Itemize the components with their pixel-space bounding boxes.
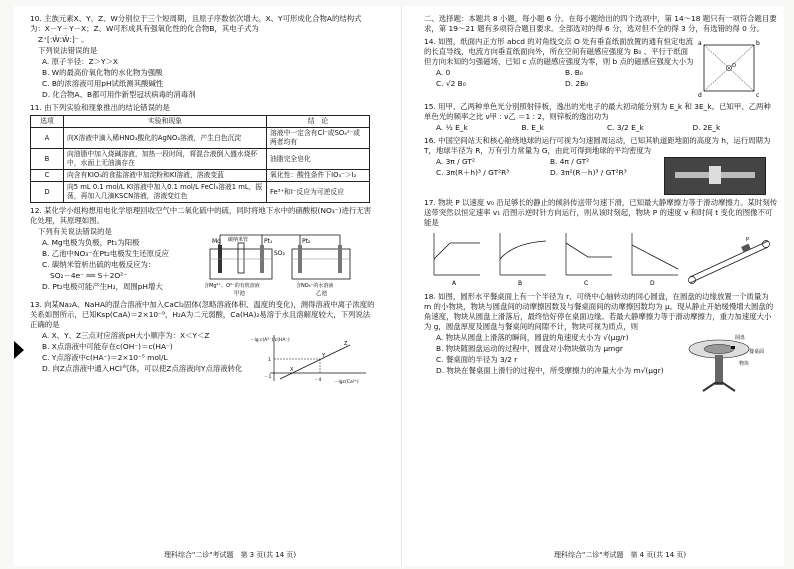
label-cell1-solution: 含Mg²⁺、O²⁻的有机溶液 [204, 283, 260, 289]
electrochemical-cell-diagram [200, 227, 370, 297]
vertex-a: a [698, 40, 702, 47]
q10-formula: Z⁺[:Ẅ:Ẅ:]⁻ 。 [38, 35, 89, 44]
graph-d [632, 233, 678, 287]
label-mg: Mg [212, 238, 221, 245]
tick-1: 1 [268, 358, 271, 363]
label-carbon-tube: 碳纳米管 [228, 237, 249, 243]
vertex-d: d [698, 92, 702, 99]
point-x: X [290, 367, 294, 373]
q15-stem: 15. 用甲、乙两种单色光分别照射锌板，逸出的光电子的最大初动能分别为 E_k 和 3E_k。已知甲、乙两种单色光的频率之比 ν甲 : ν乙 ＝1 : 2，则锌板的逸出功为 [424, 102, 771, 121]
svg-text:C: C [584, 280, 589, 287]
tick-m1: －1 [264, 375, 272, 380]
block-p-label: P [746, 237, 750, 243]
q10-option-c: C. B的浓溶液可用pH试纸测其酸碱性 [42, 79, 164, 88]
question-18: 18. 如图，圆形水平餐桌面上有一个半径为 r、可绕中心轴转动的同心圆盘，在圆盘的边缘放置一个质量为 m 的小物块，物块与圆盘间的动摩擦因数及与餐桌面间的动摩擦因数均为 μ。现从静止开始缓慢增大圆盘的角速度，物块从圆盘上滑落后，最终恰好停在桌面边缘。若最大静摩擦力等于滑动摩擦力，重力加速度大小为 g，圆盘厚度及圆盘与餐桌间的间隙不计，物块可视为质点，则 A. 物块从圆盘上滑落的瞬间，圆盘的角速度大小为 √(μg/r) B. 物块随圆盘运动的过程中，圆盘对小物块做功为 μmgr C. 餐桌面的半径为 3/2 r D. 物块在餐桌面上滑行的过程中，所受摩擦力的冲量大小为 m√(μgr) 圆盘 餐桌面 物块 [424, 292, 778, 395]
left-page [30, 14, 376, 542]
point-y: Y [322, 353, 326, 359]
question-11 [30, 103, 376, 203]
q11-stem: 11. 由下列实验和现象推出的结论错误的是 [30, 103, 170, 112]
label-disk: 圆盘 [735, 335, 746, 341]
square-magnetic-field-diagram [694, 37, 764, 99]
svg-text:A: A [452, 280, 457, 287]
table-row: B 向油脂中加入烧碱溶液，加热一段时间，将混合液倒入盛水烧杯中，水面上无油滴存在 油脂完全皂化 [31, 149, 370, 170]
q10-intro: 下列说法错误的是 [38, 46, 98, 55]
tick-m4: －4 [314, 378, 322, 383]
svg-text:B: B [518, 280, 523, 287]
ion-concentration-graph [250, 331, 370, 389]
q10-stem: 10. 主族元素X、Y、Z、W分别位于三个短周期，且原子序数依次增大。X、Y可形成化合物A的结构式为：X－Y－Y－X；Z、W可形成具有强氧化性的化合物B，其电子式为 [30, 14, 362, 33]
table-header-option: 选项 [31, 116, 64, 128]
axis-y-label: －lg c(A²⁻)/c(HA⁻) [250, 338, 290, 343]
q12-intro: 下列有关说法错误的是 [38, 227, 112, 236]
vertex-b: b [756, 40, 760, 47]
label-jia: 甲池 [234, 291, 246, 297]
table-header-conclusion: 结 论 [267, 116, 370, 128]
label-pt2: Pt₂ [302, 238, 311, 245]
q11-table [30, 115, 370, 203]
q18-stem: 18. 如图，圆形水平餐桌面上有一个半径为 r、可绕中心轴转动的同心圆盘，在圆盘的边缘放置一个质量为 m 的小物块，物块与圆盘间的动摩擦因数及与餐桌面间的动摩擦因数均为 μ。现从静止开始缓慢增大圆盘的角速度，物块从圆盘上滑落后，最终恰好停在桌面边缘。若最大静摩擦力等于滑动摩擦力，重力加速度大小为 g，圆盘厚度及圆盘与餐桌间的间隙不计，物块可视为质点，则 [424, 292, 774, 331]
q13-stem: 13. 向某Na₂A、NaHA的混合溶液中加入CaCl₂固体(忽略溶液体积、温度的变化)，测得溶液中离子浓度的关系如图所示，已知Ksp(CaA)＝2×10⁻⁹，H₂A为二元弱酸，Ca(HA)₂易溶于水且溶解度较大，下列说法正确的是 [30, 300, 375, 329]
conveyor-belt-diagram [689, 237, 770, 284]
label-yi: 乙池 [316, 291, 328, 297]
q14-stem: 14. 如图，纸面内正方形 abcd 的对角线交点 O 处有垂直纸面放置的通有恒定电流的长直导线，电流方向垂直纸面向外，所在空间有磁感应强度为 B₀ 、平行于纸面但方向未知的匀强磁场，已知 c 点的磁感应强度为零，则 b 点的磁感应强度大小为 [424, 37, 694, 66]
question-17 [424, 198, 778, 289]
question-16: 16. 中国空间站天和核心舱绕地球的运行可视为匀速圆周运动，已知其轨道距地面的高度为 h，运行周期为 T，地球半径为 R，万有引力常量为 G，由此可得到地球的平均密度为 A. 3π / GT² B. 4π / GT² C. 3π(R＋h)³ / GT²R³ D. 3π²(R－h)³ / GT²R³ [424, 136, 778, 195]
center-o: O [732, 63, 736, 69]
question-13: 13. 向某Na₂A、NaHA的混合溶液中加入CaCl₂固体(忽略溶液体积、温度的变化)，测得溶液中离子浓度的关系如图所示，已知Ksp(CaA)＝2×10⁻⁹，H₂A为二元弱酸，Ca(HA)₂易溶于水且溶解度较大，下列说法正确的是 A. X、Y、Z三点对应溶液pH大小顺序为：X＜Y＜Z B. X点溶液中可能存在c(OH⁻)＝c(HA⁻) C. Y点溶液中c(HA⁻)＝2×10⁻⁵ mol/L D. 向Z点溶液中通入HCl气体，可以使Z点溶液向Y点溶液转化 －lg c(A²⁻)/c(HA⁻) －lgc(Ca²⁺) X Y Z 1 －1 －4 [30, 300, 376, 389]
question-15: 15. 用甲、乙两种单色光分别照射锌板，逸出的光电子的最大初动能分别为 E_k 和 3E_k。已知甲、乙两种单色光的频率之比 ν甲 : ν乙 ＝1 : 2，则锌板的逸出功为 A. ½ E_k B. E_k C. 3/2 E_k D. 2E_k [424, 102, 778, 133]
label-cell2-solution: 含NO₃⁻的水溶液 [296, 283, 334, 289]
axis-x-label: －lgc(Ca²⁺) [334, 380, 359, 385]
section-header: 二、选择题：本题共 8 小题，每小题 6 分。在每小题给出的四个选项中，第 14～18 题只有一项符合题目要求，第 19～21 题有多项符合题目要求。全部选对的得 6 分，选对但不全的得 3 分，有选错的得 0 分。 [424, 14, 777, 33]
rotating-table-diagram [679, 333, 774, 395]
table-header-experiment: 实验和现象 [64, 116, 267, 128]
velocity-time-graphs [424, 229, 774, 289]
q10-option-d: D. 化合物A、B都可用作新型冠状病毒的消毒剂 [42, 90, 196, 99]
exam-spread [14, 6, 784, 566]
q16-stem: 16. 中国空间站天和核心舱绕地球的运行可视为匀速圆周运动，已知其轨道距地面的高度为 h，运行周期为 T，地球半径为 R，万有引力常量为 G，由此可得到地球的平均密度为 [424, 136, 771, 155]
page-gutter [401, 6, 402, 566]
point-z: Z [344, 341, 348, 347]
table-row: C 向含有KIO₃的食盐溶液中加淀粉和KI溶液，溶液变蓝 氧化性：酸性条件下IO₃⁻＞I₂ [31, 170, 370, 182]
graph-a [434, 233, 480, 287]
left-page-footer: 理科综合"二诊"考试题 第 3 页(共 14 页) [164, 551, 297, 559]
question-14: 14. 如图，纸面内正方形 abcd 的对角线交点 O 处有垂直纸面放置的通有恒定电流的长直导线，电流方向垂直纸面向外，所在空间有磁感应强度为 B₀ 、平行于纸面但方向未知的匀强磁场，已知 c 点的磁感应强度为零，则 b 点的磁感应强度大小为 A. 0 B. B₀ C. √2 B₀ D. 2B₀ a b c d O [424, 37, 778, 99]
vertex-c: c [756, 92, 760, 99]
label-so2: SO₂ [274, 250, 285, 257]
q12-stem: 12. 某化学小组构想用电化学原理回收空气中二氧化硫中的硫，同时将地下水中的硝酸根(NO₃⁻)进行无害化处理，其原理如图。 [30, 206, 372, 225]
q17-stem: 17. 物块 P 以速度 v₀ 沿足够长的静止的倾斜传送带匀速下滑，已知最大静摩擦力等于滑动摩擦力。某时刻传送带突然以恒定速率 v₁ 沿图示逆时针方向运行，则从该时刻起，物块 P 的速度 v 和时间 t 变化的图像不可能是 [424, 198, 778, 227]
label-table: 餐桌面 [749, 349, 765, 355]
q10-option-a: A. 原子半径：Z＞Y＞X [42, 57, 118, 66]
left-edge-marker [14, 341, 24, 359]
q10-option-b: B. W的最高价氧化物的水化物为强酸 [42, 68, 163, 77]
space-station-photo [664, 157, 766, 195]
question-10 [30, 14, 376, 100]
svg-text:D: D [650, 280, 655, 287]
graph-b [500, 233, 546, 287]
right-page-footer: 理科综合"二诊"考试题 第 4 页(共 14 页) [554, 551, 687, 559]
label-block: 物块 [739, 361, 750, 367]
question-12: 12. 某化学小组构想用电化学原理回收空气中二氧化硫中的硫，同时将地下水中的硝酸根(NO₃⁻)进行无害化处理，其原理如图。 下列有关说法错误的是 A. Mg电极为负极，Pt₁为阳极 B. 乙池中NO₃⁻在Pt₂电极发生还原反应 C. 碳纳米管析出硫的电极反应为： SO₂－4e⁻ ══ S＋2O²⁻ D. Pt₂电极可能产生H₂，周围pH增大 Mg 碳纳米管 Pt₁ SO₂ Pt₂ 含Mg²⁺、O²⁻的有机溶液 含NO₃⁻的水溶液 甲池 乙池 [30, 206, 376, 297]
right-page [424, 14, 778, 542]
graph-c [566, 233, 612, 287]
table-row: A 向X溶液中滴入稀HNO₃酸化的AgNO₃溶液，产生白色沉淀 溶液中一定含有Cl⁻或SO₄²⁻或两者均有 [31, 128, 370, 149]
table-row: D 向5 mL 0.1 mol/L KI溶液中加入0.1 mol/L FeCl₃溶液1 mL，振荡，再加入几滴KSCN溶液，溶液变红色 Fe³⁺和I⁻反应为可逆反应 [31, 182, 370, 203]
label-pt1: Pt₁ [264, 238, 273, 245]
